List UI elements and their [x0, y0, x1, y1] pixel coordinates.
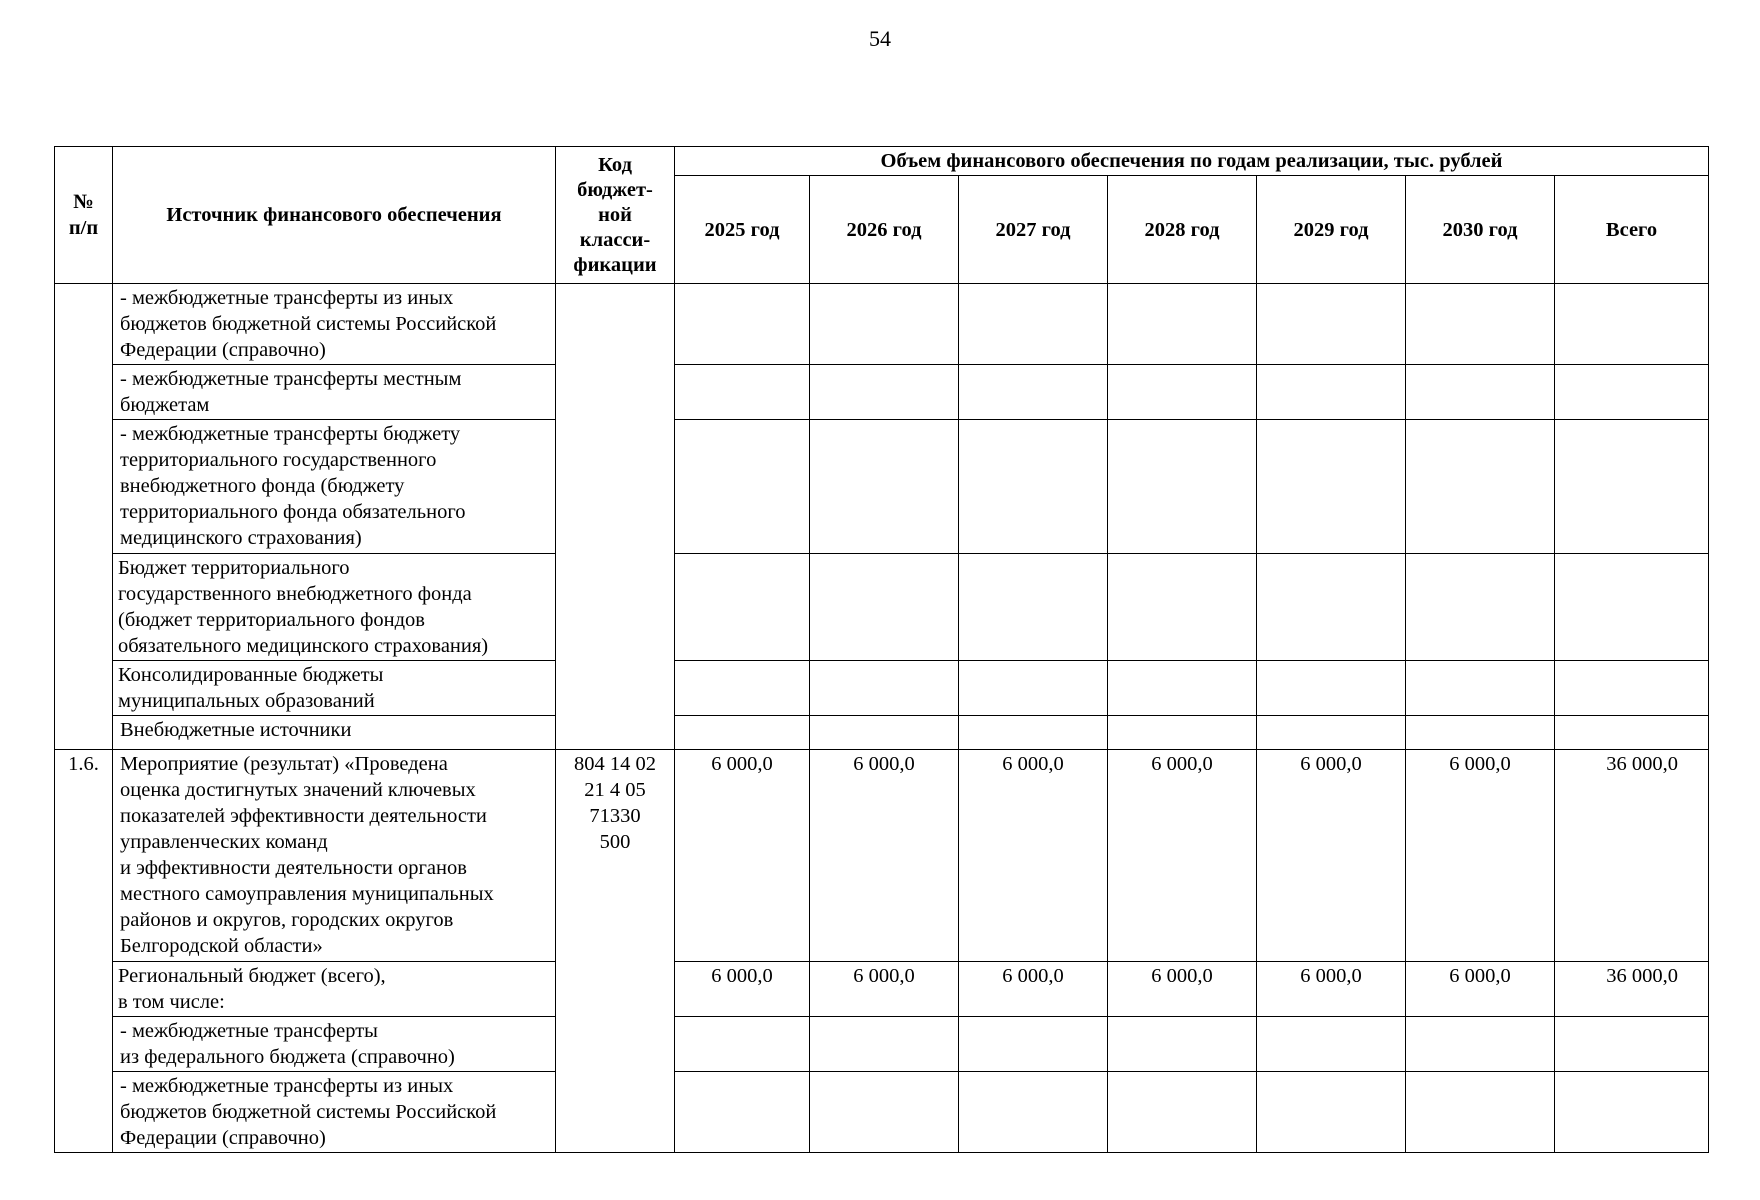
header-row — [55, 147, 1709, 176]
value-cell — [810, 1072, 959, 1153]
value-cell — [675, 284, 810, 365]
header-year-2026: 2026 год — [810, 176, 959, 284]
value-2025: 6 000,0 — [675, 750, 810, 962]
regional-value-total: 36 000,0 — [1555, 962, 1709, 1017]
value-cell — [1555, 716, 1709, 750]
value-2028: 6 000,0 — [1108, 750, 1257, 962]
value-cell — [675, 1072, 810, 1153]
value-cell — [810, 1017, 959, 1072]
regional-value-2025: 6 000,0 — [675, 962, 810, 1017]
header-source: Источник финансового обеспечения — [113, 147, 556, 284]
value-cell — [1257, 365, 1406, 420]
value-cell — [675, 716, 810, 750]
value-cell — [1257, 420, 1406, 554]
value-2026: 6 000,0 — [810, 750, 959, 962]
financing-table — [54, 146, 1709, 1153]
regional-value-2029: 6 000,0 — [1257, 962, 1406, 1017]
value-cell — [1108, 716, 1257, 750]
value-cell — [1108, 1072, 1257, 1153]
header-volume-group: Объем финансового обеспечения по годам реализации, тыс. рублей — [675, 147, 1709, 176]
value-total: 36 000,0 — [1555, 750, 1709, 962]
value-cell — [959, 365, 1108, 420]
value-cell — [1257, 716, 1406, 750]
value-cell — [1257, 1017, 1406, 1072]
header-year-2025: 2025 год — [675, 176, 810, 284]
source-cell: Консолидированные бюджеты муниципальных образований — [113, 661, 556, 716]
value-cell — [959, 1072, 1108, 1153]
source-cell: - межбюджетные трансферты бюджету территориального государственного внебюджетного фонда (бюджету территориального фонда обязательного медицинского страхования) — [113, 420, 556, 554]
table-row — [55, 284, 1709, 365]
value-cell — [1257, 1072, 1406, 1153]
value-cell — [1406, 284, 1555, 365]
value-cell — [675, 661, 810, 716]
source-cell: - межбюджетные трансферты из иных бюджетов бюджетной системы Российской Федерации (справочно) — [113, 1072, 556, 1153]
table-row — [55, 554, 1709, 661]
header-code: Код бюджет- ной класси- фикации — [556, 147, 675, 284]
value-cell — [810, 716, 959, 750]
value-cell — [1406, 716, 1555, 750]
value-cell — [1406, 420, 1555, 554]
table-row — [55, 716, 1709, 750]
value-cell — [675, 1017, 810, 1072]
regional-value-2026: 6 000,0 — [810, 962, 959, 1017]
source-cell: - межбюджетные трансферты из иных бюджетов бюджетной системы Российской Федерации (справочно) — [113, 284, 556, 365]
value-cell — [1406, 661, 1555, 716]
item-code: 804 14 02 21 4 05 71330 500 — [556, 750, 675, 1153]
value-cell — [959, 554, 1108, 661]
value-cell — [1555, 1072, 1709, 1153]
value-cell — [1555, 420, 1709, 554]
source-cell: - межбюджетные трансферты местным бюджетам — [113, 365, 556, 420]
value-cell — [959, 284, 1108, 365]
value-cell — [1555, 661, 1709, 716]
header-year-2029: 2029 год — [1257, 176, 1406, 284]
value-cell — [959, 1017, 1108, 1072]
regional-budget-label: Региональный бюджет (всего), в том числе: — [113, 962, 556, 1017]
value-cell — [1406, 1017, 1555, 1072]
value-cell — [1406, 554, 1555, 661]
table-row — [55, 365, 1709, 420]
value-cell — [810, 284, 959, 365]
value-cell — [810, 661, 959, 716]
value-cell — [810, 365, 959, 420]
table-row — [55, 420, 1709, 554]
source-cell: Бюджет территориального государственного внебюджетного фонда (бюджет территориального фондов обязательного медицинского страхования) — [113, 554, 556, 661]
table-row — [55, 1017, 1709, 1072]
value-cell — [810, 420, 959, 554]
table-row-item-1-6 — [55, 750, 1709, 962]
header-year-2027: 2027 год — [959, 176, 1108, 284]
value-cell — [1257, 661, 1406, 716]
item-title: Мероприятие (результат) «Проведена оценка достигнутых значений ключевых показателей эффективности деятельности управленческих команд и эффективности деятельности органов местного самоуправления муниципальных районов и округов, городских округов Белгородской области» — [113, 750, 556, 962]
regional-value-2030: 6 000,0 — [1406, 962, 1555, 1017]
header-num: № п/п — [55, 147, 113, 284]
value-cell — [1257, 284, 1406, 365]
value-cell — [1555, 284, 1709, 365]
table-row — [55, 1072, 1709, 1153]
value-cell — [1257, 554, 1406, 661]
regional-value-2027: 6 000,0 — [959, 962, 1108, 1017]
code-cell-empty — [556, 284, 675, 750]
value-cell — [1108, 661, 1257, 716]
value-cell — [1108, 284, 1257, 365]
value-cell — [675, 420, 810, 554]
num-cell-empty — [55, 284, 113, 750]
value-cell — [959, 420, 1108, 554]
page-number: 54 — [869, 26, 891, 51]
value-2030: 6 000,0 — [1406, 750, 1555, 962]
value-cell — [1555, 365, 1709, 420]
source-cell: - межбюджетные трансферты из федерального бюджета (справочно) — [113, 1017, 556, 1072]
value-cell — [1406, 1072, 1555, 1153]
source-cell: Внебюджетные источники — [113, 716, 556, 750]
header-year-2030: 2030 год — [1406, 176, 1555, 284]
value-cell — [1108, 554, 1257, 661]
value-cell — [675, 365, 810, 420]
value-cell — [1108, 1017, 1257, 1072]
table-row-regional — [55, 962, 1709, 1017]
value-cell — [1406, 365, 1555, 420]
value-cell — [810, 554, 959, 661]
header-year-2028: 2028 год — [1108, 176, 1257, 284]
item-number: 1.6. — [55, 750, 113, 1153]
value-2029: 6 000,0 — [1257, 750, 1406, 962]
value-cell — [1108, 420, 1257, 554]
regional-value-2028: 6 000,0 — [1108, 962, 1257, 1017]
value-2027: 6 000,0 — [959, 750, 1108, 962]
header-total: Всего — [1555, 176, 1709, 284]
value-cell — [1108, 365, 1257, 420]
value-cell — [675, 554, 810, 661]
value-cell — [1555, 554, 1709, 661]
value-cell — [959, 661, 1108, 716]
value-cell — [1555, 1017, 1709, 1072]
value-cell — [959, 716, 1108, 750]
table-row — [55, 661, 1709, 716]
